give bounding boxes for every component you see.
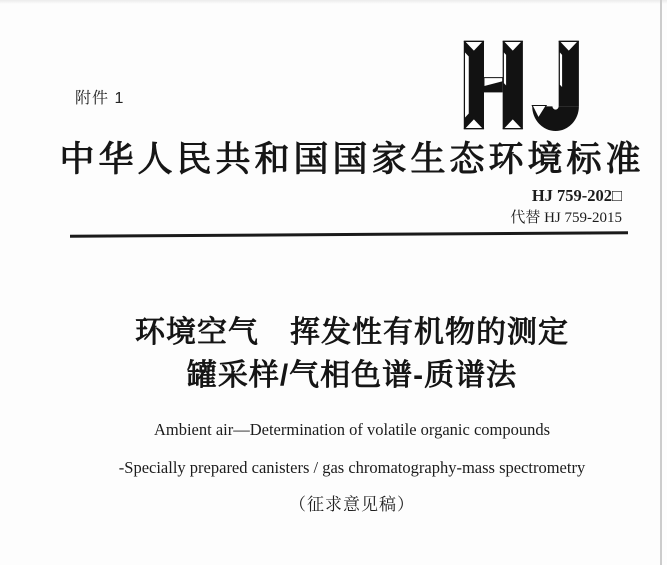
draft-status-label: （征求意见稿） [289, 495, 415, 514]
standard-number: HJ 759-202□ [531, 186, 622, 205]
scan-artifact-top [0, 0, 667, 4]
scan-page-edge-line [660, 0, 662, 565]
title-cn-line2: 罐采样/气相色谱-质谱法 [186, 359, 518, 392]
hj-logo [456, 39, 596, 131]
hj-logo-graphic [456, 39, 596, 131]
title-en-line2: -Specially prepared canisters / gas chromatography-mass spectrometry [118, 458, 586, 477]
header-rule-line [70, 231, 628, 237]
title-cn-line1: 环境空气 挥发性有机物的测定 [135, 316, 569, 349]
title-en-line1: Ambient air—Determination of volatile organic compounds [153, 420, 551, 439]
standard-org-title: 中华人民共和国国家生态环境标准 [59, 140, 645, 179]
replaces-note: 代替 HJ 759-2015 [510, 210, 622, 226]
attachment-label: 附件 1 [75, 90, 125, 107]
